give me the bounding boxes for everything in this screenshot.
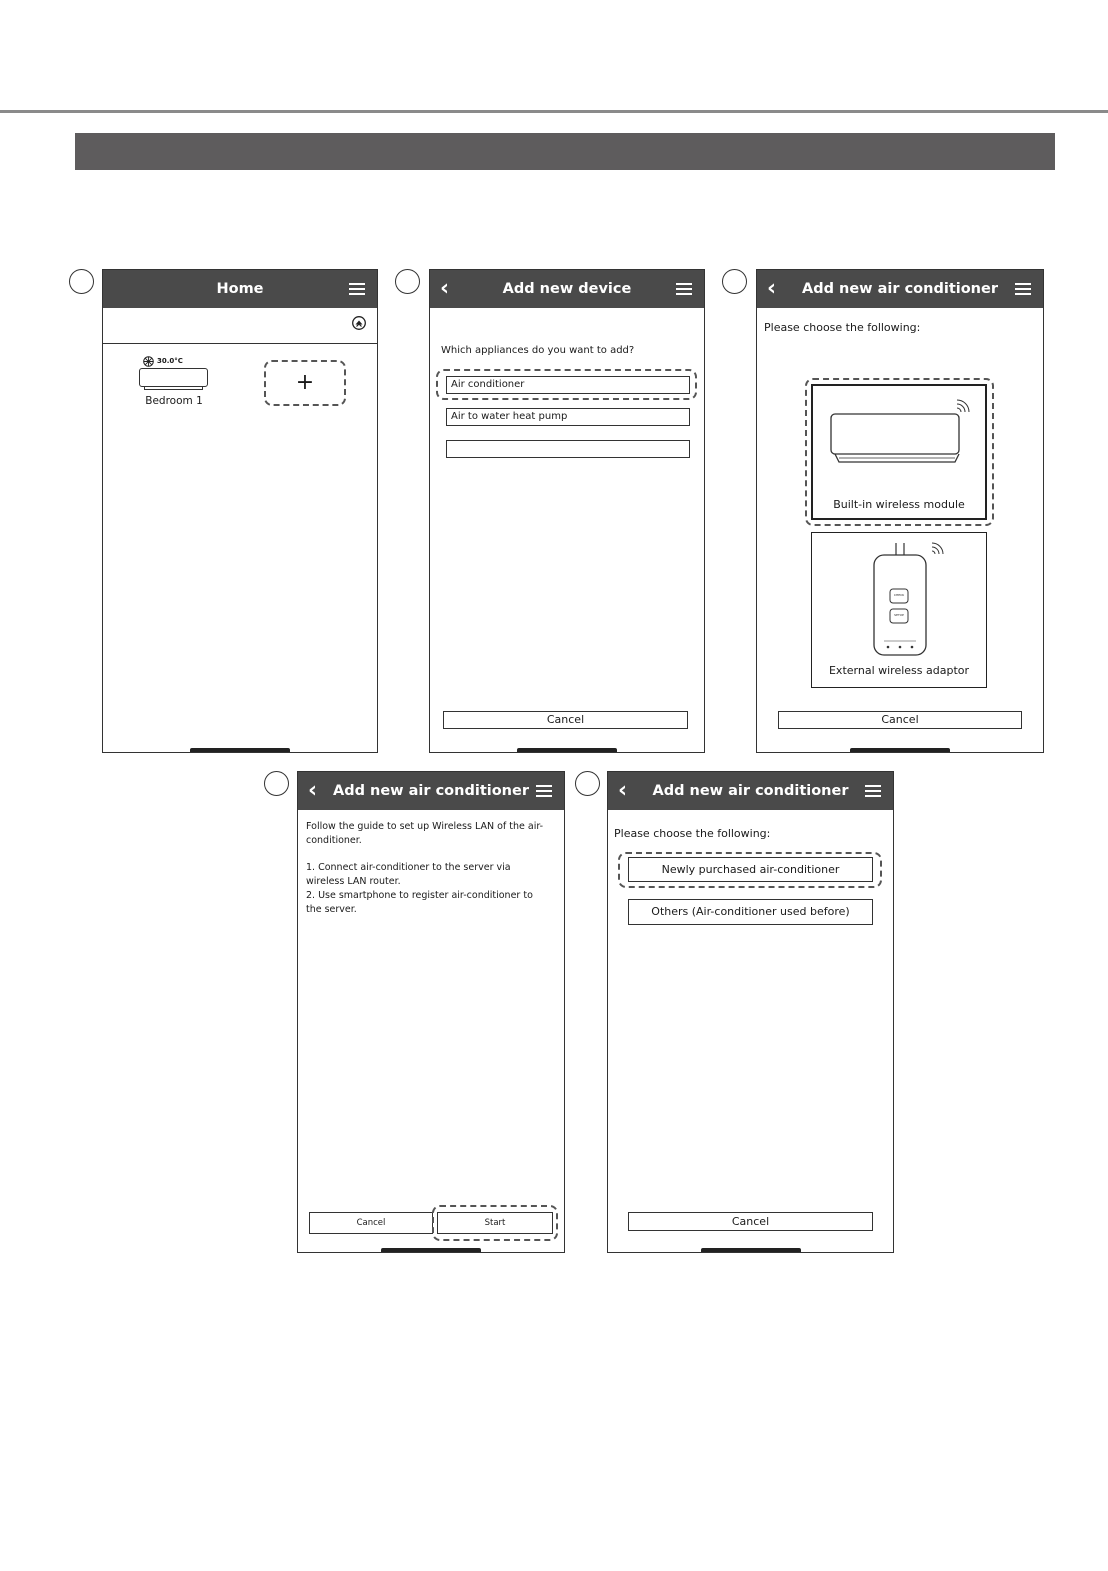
app-header — [608, 772, 893, 810]
option-blank[interactable] — [446, 440, 690, 458]
step-marker — [395, 269, 420, 294]
step-marker — [264, 771, 289, 796]
choose-prompt: Please choose the following: — [764, 321, 921, 334]
section-banner — [75, 133, 1055, 170]
step-marker — [575, 771, 600, 796]
fan-icon — [143, 356, 154, 367]
cancel-button[interactable]: Cancel — [309, 1212, 433, 1234]
screen-title: Add new air conditioner — [652, 783, 849, 799]
cancel-button[interactable]: Cancel — [628, 1212, 873, 1231]
menu-icon[interactable] — [865, 785, 881, 797]
screen-title: Home — [216, 281, 264, 297]
home-indicator — [190, 748, 290, 752]
guide-step-2: 2. Use smartphone to register air-conditioner to the server. — [306, 890, 533, 915]
option-others[interactable]: Others (Air-conditioner used before) — [628, 899, 873, 925]
cancel-button[interactable]: Cancel — [443, 711, 688, 729]
home-indicator — [517, 748, 617, 752]
screen-title: Add new device — [502, 281, 632, 297]
adaptor-check-label: CHECK — [893, 593, 905, 597]
screen-title: Add new air conditioner — [802, 281, 998, 297]
add-device-screen — [429, 269, 705, 753]
air-conditioner-icon — [139, 368, 208, 387]
menu-icon[interactable] — [536, 785, 552, 797]
screen-title: Add new air conditioner — [333, 783, 529, 799]
back-icon[interactable]: ‹ — [767, 276, 777, 301]
back-icon[interactable]: ‹ — [618, 778, 628, 803]
step-marker — [722, 269, 747, 294]
home-screen — [102, 269, 378, 753]
option-air-to-water-heat-pump[interactable]: Air to water heat pump — [446, 408, 690, 426]
option-newly-purchased[interactable]: Newly purchased air-conditioner — [628, 857, 873, 882]
appliance-question: Which appliances do you want to add? — [441, 345, 635, 356]
guide-screen — [297, 771, 565, 1253]
unit-card[interactable] — [139, 356, 209, 412]
app-header — [103, 270, 377, 308]
back-icon[interactable]: ‹ — [440, 276, 450, 301]
wireless-adaptor-icon — [868, 541, 948, 657]
builtin-module-label: Built-in wireless module — [833, 498, 965, 511]
home-indicator — [850, 748, 950, 752]
sort-up-icon[interactable] — [352, 316, 366, 330]
unit-temperature: 30.0°C — [157, 357, 183, 365]
step-marker — [69, 269, 94, 294]
choose-module-screen — [756, 269, 1044, 753]
guide-intro: Follow the guide to set up Wireless LAN of the air-conditioner. — [306, 821, 544, 846]
start-button[interactable]: Start — [437, 1212, 553, 1234]
choose-prompt: Please choose the following: — [614, 827, 771, 840]
guide-step-1: 1. Connect air-conditioner to the server via wireless LAN router. — [306, 862, 511, 887]
air-conditioner-vent — [144, 387, 203, 390]
plus-icon: + — [295, 370, 315, 395]
option-air-conditioner[interactable]: Air conditioner — [446, 376, 690, 394]
adaptor-setup-label: SETUP — [894, 613, 904, 617]
home-indicator — [381, 1248, 481, 1252]
menu-icon[interactable] — [349, 283, 365, 295]
app-header — [298, 772, 564, 810]
app-header — [430, 270, 704, 308]
back-icon[interactable]: ‹ — [308, 778, 318, 803]
top-rule — [0, 110, 1108, 113]
toolbar — [103, 308, 377, 344]
builtin-module-option[interactable] — [811, 384, 987, 520]
menu-icon[interactable] — [676, 283, 692, 295]
choose-type-screen — [607, 771, 894, 1253]
app-header — [757, 270, 1043, 308]
home-indicator — [701, 1248, 801, 1252]
air-conditioner-icon — [829, 398, 974, 468]
menu-icon[interactable] — [1015, 283, 1031, 295]
external-adaptor-label: External wireless adaptor — [828, 664, 970, 677]
cancel-button[interactable]: Cancel — [778, 711, 1022, 729]
unit-name: Bedroom 1 — [145, 395, 203, 407]
add-device-button[interactable] — [264, 360, 346, 406]
external-adaptor-option[interactable] — [811, 532, 987, 688]
